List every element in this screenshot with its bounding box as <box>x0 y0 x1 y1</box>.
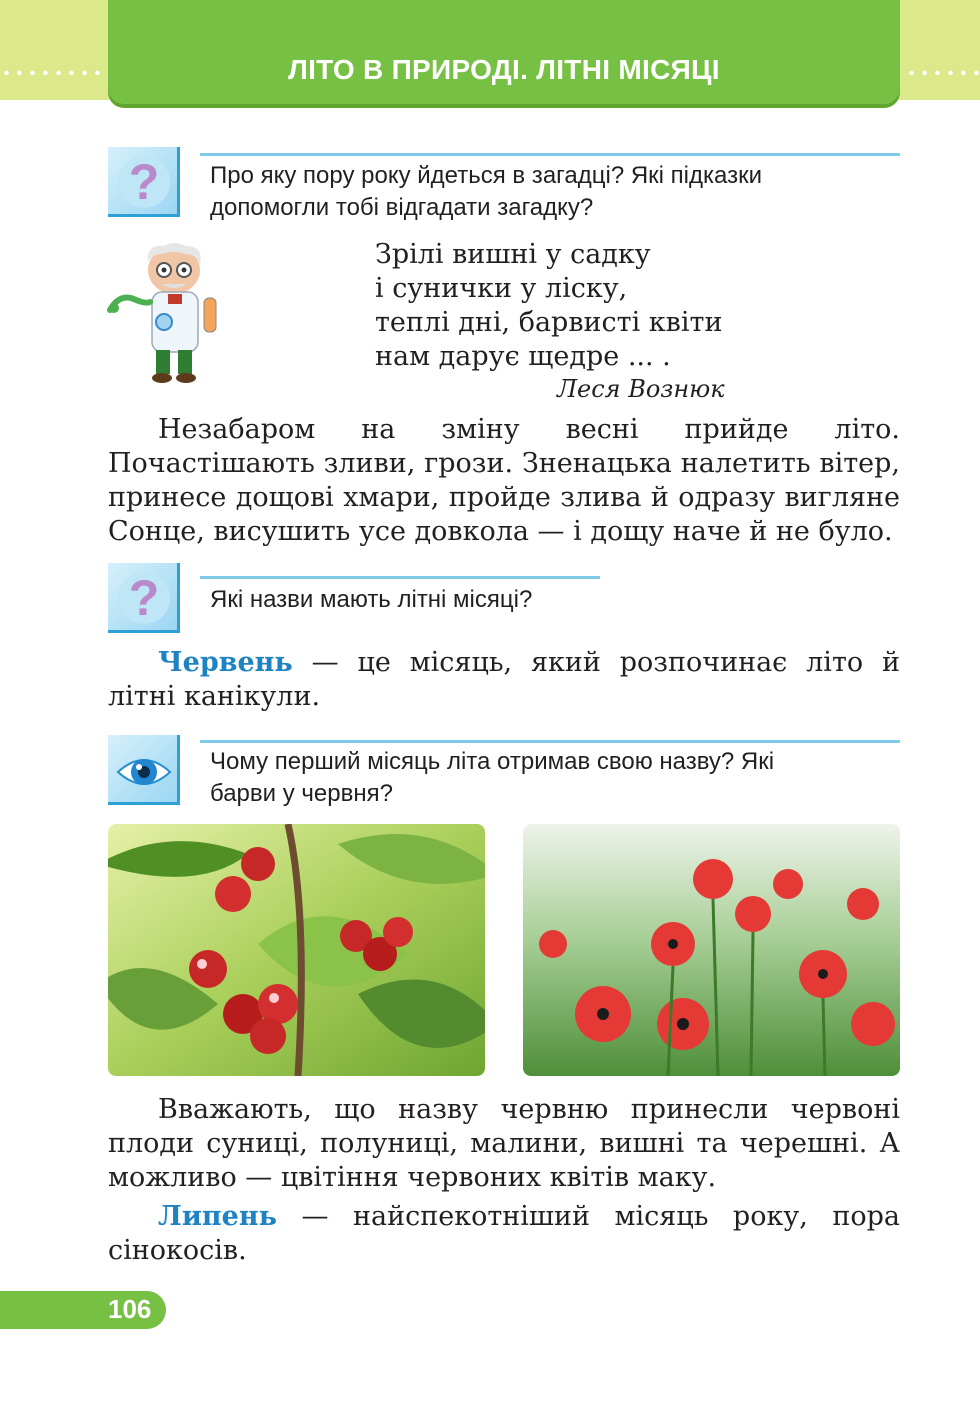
question-1-text <box>210 160 762 224</box>
riddle-author: Леся Вознюк <box>557 375 725 403</box>
june-name-paragraph <box>108 1093 900 1195</box>
chapter-header <box>108 0 900 104</box>
question-3-line-2: барви у червня? <box>210 780 393 807</box>
page-number: 106 <box>108 1294 152 1324</box>
june-paragraph <box>108 646 900 714</box>
question-2-line-1: Які назви мають літні місяці? <box>210 586 533 613</box>
question-rule <box>200 576 600 579</box>
question-3-line-1: Чому перший місяць літа отримав свою назву? Які <box>210 748 775 775</box>
riddle-line: нам дарує щедре ... . <box>375 341 671 372</box>
riddle-line: теплі дні, барвисті квіти <box>375 307 723 338</box>
question-mark-icon <box>114 568 174 628</box>
question-3-text <box>210 746 774 810</box>
summer-intro-paragraph <box>108 413 900 549</box>
question-icon-box <box>108 563 180 633</box>
question-rule <box>200 153 900 156</box>
july-paragraph <box>108 1200 900 1268</box>
june-term: Червень <box>158 647 293 678</box>
poppies-photo <box>523 824 900 1076</box>
dotted-line-left <box>0 70 100 76</box>
riddle-poem <box>375 238 722 374</box>
svg-text:?: ? <box>128 570 160 626</box>
dotted-line-right <box>905 70 980 76</box>
eye-icon <box>114 740 174 800</box>
june-name-text: Вважають, що назву червню принесли червоні плоди суниці, полуниці, малини, вишні та черешні. А можливо — цвітіння червоних квітів маку. <box>108 1094 900 1193</box>
question-rule <box>200 740 900 743</box>
cherries-photo <box>108 824 485 1076</box>
question-icon-box <box>108 147 180 217</box>
question-2-text <box>210 584 532 616</box>
july-term: Липень <box>158 1201 277 1232</box>
svg-text:?: ? <box>128 154 160 210</box>
summer-intro-text: Незабаром на зміну весні прийде літо. Почастішають зливи, грози. Зненацька налетить вітер, принесе дощові хмари, пройде злива й одразу вигляне Сонце, висушить усе довкола — і дощу наче й не було. <box>108 414 900 547</box>
question-1-line-2: допомогли тобі відгадати загадку? <box>210 194 594 221</box>
riddle-line: і сунички у ліску, <box>375 273 628 304</box>
chapter-title: ЛІТО В ПРИРОДІ. ЛІТНІ МІСЯЦІ <box>288 54 720 85</box>
scientist-illustration <box>106 240 228 385</box>
observe-icon-box <box>108 735 180 805</box>
question-1-line-1: Про яку пору року йдеться в загадці? Які підказки <box>210 162 763 189</box>
question-mark-icon <box>114 152 174 212</box>
july-text: — найспекотніший місяць року, пора сінокосів. <box>108 1201 900 1266</box>
riddle-line: Зрілі вишні у садку <box>375 239 651 270</box>
june-text: — це місяць, який розпочинає літо й літні канікули. <box>108 647 900 712</box>
